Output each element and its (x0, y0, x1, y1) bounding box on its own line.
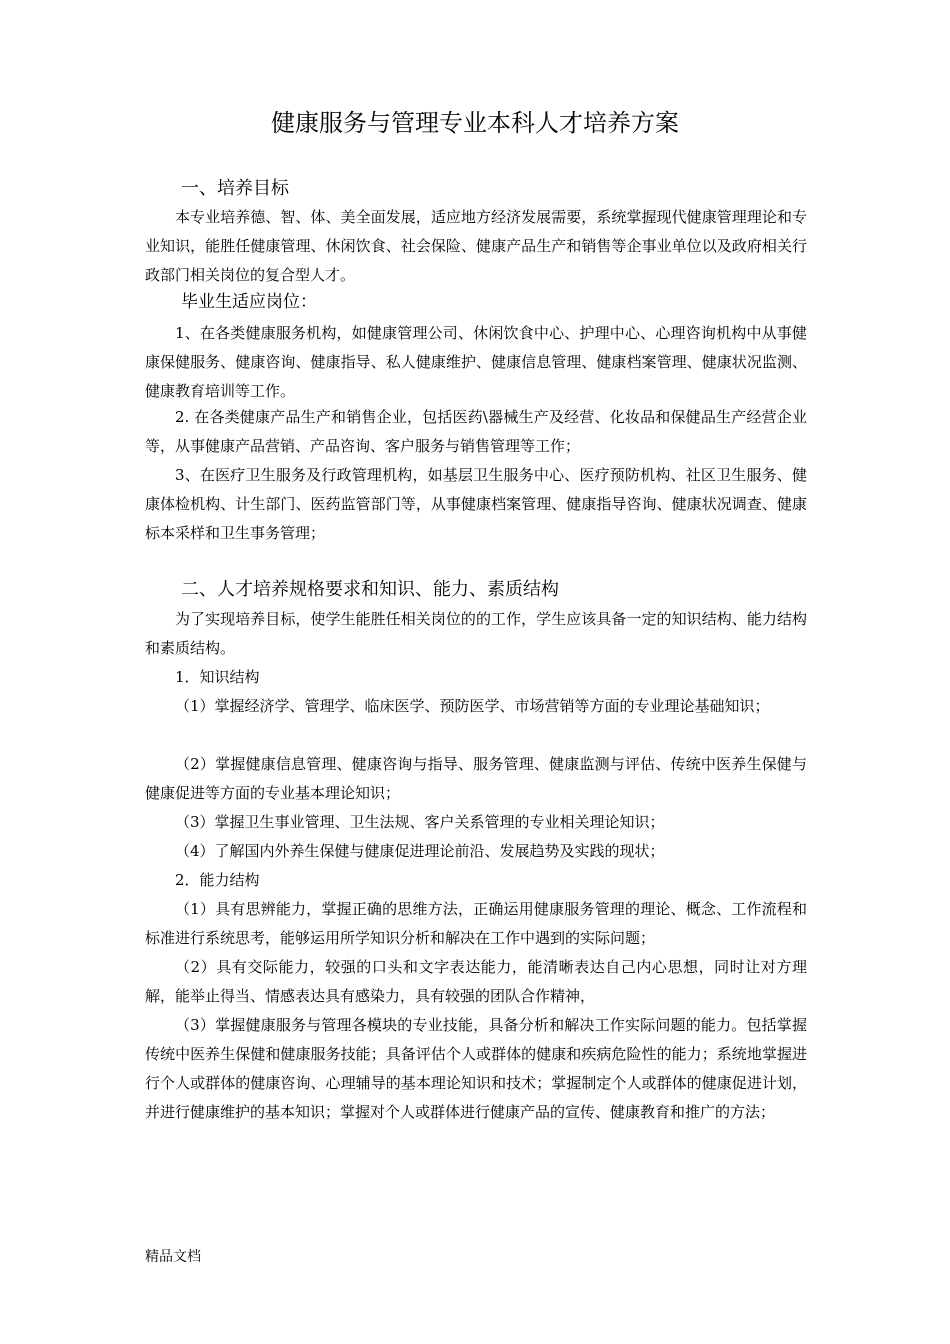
requirements-paragraph: 为了实现培养目标，使学生能胜任相关岗位的的工作，学生应该具备一定的知识结构、能力结构和素质结构。 (145, 610, 807, 657)
job-item-2: 2. 在各类健康产品生产和销售企业，包括医药\器械生产及经营、化妆品和保健品生产经营企业等，从事健康产品营销、产品咨询、客户服务与销售管理等工作； (145, 408, 807, 455)
ability-title: 2．能力结构 (175, 871, 260, 889)
knowledge-title: 1．知识结构 (175, 668, 260, 686)
knowledge-item-1: （1）掌握经济学、管理学、临床医学、预防医学、市场营销等方面的专业理论基础知识； (175, 697, 770, 715)
document-title: 健康服务与管理专业本科人才培养方案 (271, 109, 679, 137)
job-item-3: 3、在医疗卫生服务及行政管理机构，如基层卫生服务中心、医疗预防机构、社区卫生服务、健康体检机构、计生部门、医药监管部门等，从事健康档案管理、健康指导咨询、健康状况调查、健康标本采样和卫生事务管理； (145, 466, 807, 542)
ability-item-2: （2）具有交际能力，较强的口头和文字表达能力，能清晰表达自己内心思想，同时让对方理解，能举止得当、情感表达具有感染力，具有较强的团队合作精神， (145, 958, 807, 1005)
ability-item-3: （3）掌握健康服务与管理各模块的专业技能，具备分析和解决工作实际问题的能力。包括掌握传统中医养生保健和健康服务技能；具备评估个人或群体的健康和疾病危险性的能力；系统地掌握进行个人或群体的健康咨询、心理辅导的基本理论知识和技术；掌握制定个人或群体的健康促进计划，并进行健康维护的基本知识；掌握对个人或群体进行健康产品的宣传、健康教育和推广的方法； (145, 1016, 807, 1121)
footer-label: 精品文档 (145, 1249, 201, 1265)
knowledge-item-4: （4）了解国内外养生保健与健康促进理论前沿、发展趋势及实践的现状； (175, 842, 665, 860)
job-item-1: 1、在各类健康服务机构，如健康管理公司、休闲饮食中心、护理中心、心理咨询机构中从事健康保健服务、健康咨询、健康指导、私人健康维护、健康信息管理、健康档案管理、健康状况监测、健康教育培训等工作。 (145, 324, 807, 400)
knowledge-item-2: （2）掌握健康信息管理、健康咨询与指导、服务管理、健康监测与评估、传统中医养生保健与健康促进等方面的专业基本理论知识； (145, 755, 807, 802)
knowledge-item-3: （3）掌握卫生事业管理、卫生法规、客户关系管理的专业相关理论知识； (175, 813, 665, 831)
ability-item-1: （1）具有思辨能力，掌握正确的思维方法，正确运用健康服务管理的理论、概念、工作流程和标准进行系统思考，能够运用所学知识分析和解决在工作中遇到的实际问题； (145, 900, 807, 947)
jobs-title: 毕业生适应岗位： (181, 292, 317, 312)
goals-paragraph: 本专业培养德、智、体、美全面发展，适应地方经济发展需要，系统掌握现代健康管理理论和专业知识，能胜任健康管理、休闲饮食、社会保险、健康产品生产和销售等企事业单位以及政府相关行政部门相关岗位的复合型人才。 (145, 208, 807, 284)
section-heading-requirements: 二、人才培养规格要求和知识、能力、素质结构 (181, 579, 559, 600)
section-heading-goals: 一、培养目标 (181, 178, 289, 199)
